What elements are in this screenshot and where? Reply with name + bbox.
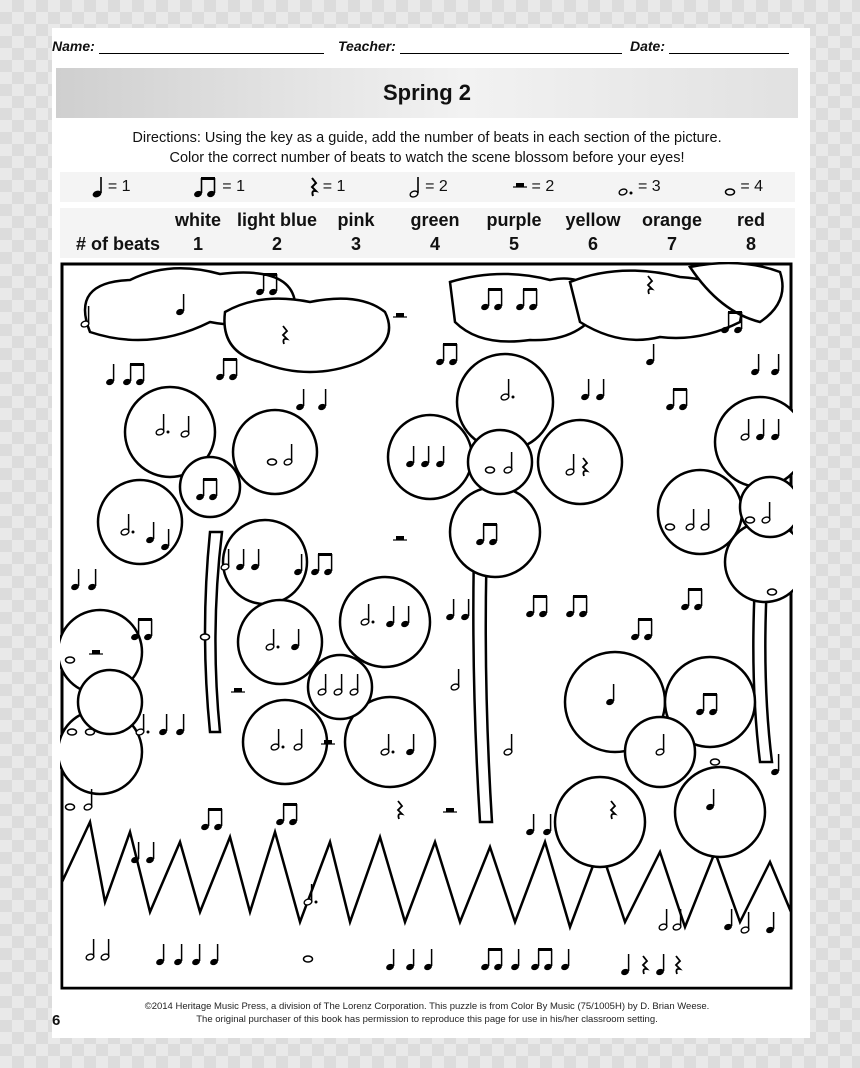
color-name: purple [486,210,542,230]
copyright-line: ©2014 Heritage Music Press, a division of The Lorenz Corporation. This puzzle is from Color By Music (75/1005H) by D. Brian Weese. [144,1001,710,1012]
date-field[interactable] [630,38,789,54]
permission-line: The original purchaser of this book has permission to reproduce this page for use in his/her classroom setting. [196,1014,658,1025]
color-beats: 4 [429,234,440,254]
picture-outlines [60,263,793,988]
whole-note-icon [724,176,736,198]
color-name: white [174,210,221,230]
name-label: Name: [52,38,95,54]
eighth-notes-icon [194,176,218,198]
half-rest-icon [512,176,528,198]
color-beats: 5 [508,234,519,254]
color-beats: 2 [271,234,282,254]
color-name: red [736,210,765,230]
note-value-key [60,172,795,202]
key-whole-note: = 4 [724,176,763,198]
page-number: 6 [52,1012,61,1029]
teacher-line[interactable] [400,39,622,54]
color-beats: 3 [350,234,361,254]
color-name: pink [337,210,375,230]
key-half-rest: = 2 [512,176,555,198]
color-name: orange [641,210,702,230]
title-banner [56,68,798,118]
key-dotted-half-note: = 3 [618,176,661,198]
name-field[interactable] [52,38,324,54]
page-title: Spring 2 [382,80,471,105]
color-beats: 6 [587,234,598,254]
key-half-note: = 2 [409,176,448,198]
directions-line-1: Directions: Using the key as a guide, add the number of beats in each section of the picture. [132,130,722,146]
half-note-icon [409,176,421,198]
directions [56,128,798,168]
key-eighth-notes: = 1 [194,176,245,198]
color-name: yellow [565,210,621,230]
color-key [60,208,795,258]
color-beats: 1 [192,234,203,254]
date-line[interactable] [669,39,789,54]
color-beats: 8 [745,234,756,254]
coloring-picture [60,262,793,990]
color-beats: 7 [666,234,677,254]
copyright-footer [56,1000,798,1026]
directions-line-2: Color the correct number of beats to watch the scene blossom before your eyes! [169,150,685,166]
date-label: Date: [630,38,666,54]
key-quarter-rest: = 1 [309,176,346,198]
color-name: green [410,210,460,230]
name-line[interactable] [99,39,324,54]
quarter-note-icon [92,176,104,198]
color-name: light blue [237,210,317,230]
teacher-field[interactable] [338,38,622,54]
key-quarter-note: = 1 [92,176,131,198]
dotted-half-note-icon [618,176,634,198]
teacher-label: Teacher: [338,38,396,54]
header-fields [52,38,794,60]
quarter-rest-icon [309,176,319,198]
beats-label: # of beats [76,234,161,254]
